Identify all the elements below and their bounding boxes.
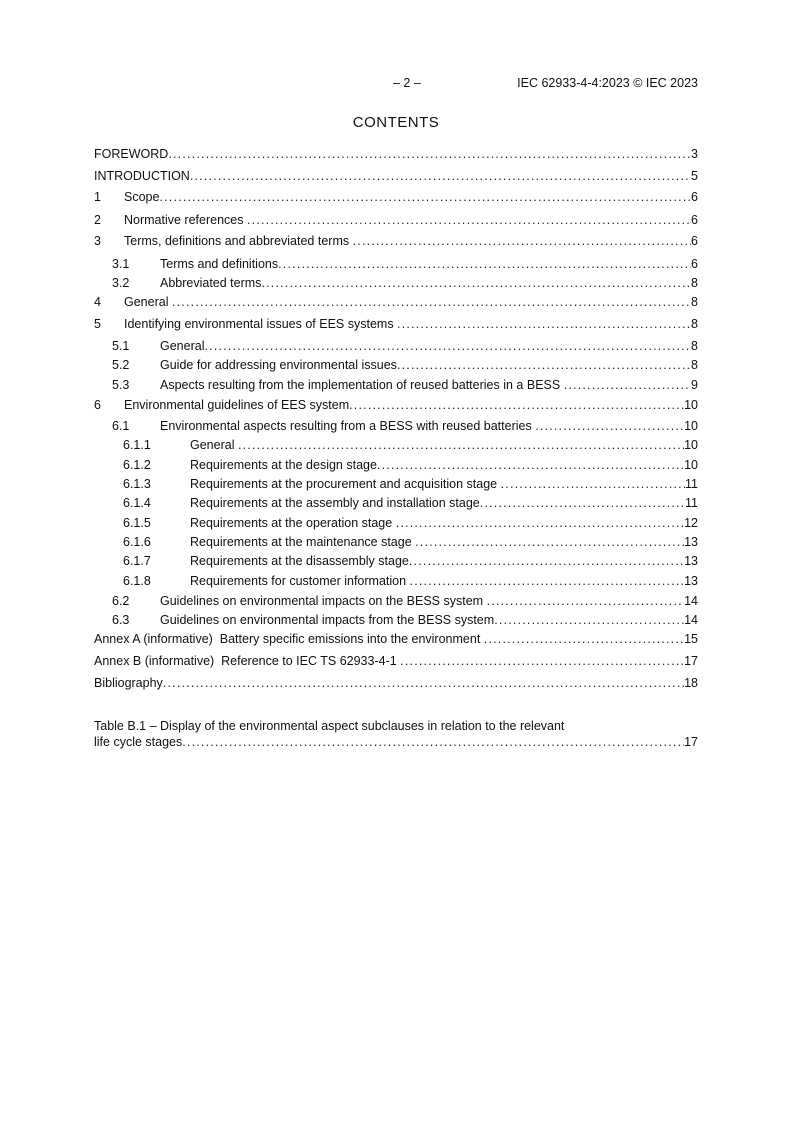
table-entry-text: life cycle stages [94, 735, 183, 749]
toc-entry-page: 8 [691, 276, 698, 290]
toc-entry-page: 10 [684, 419, 698, 433]
toc-entry-title: Requirements at the operation stage [190, 516, 396, 530]
toc-entry-title: Aspects resulting from the implementation of reused batteries in a BESS [160, 378, 564, 392]
toc-entry[interactable] [94, 515, 698, 531]
toc-entry-page: 6 [691, 234, 698, 248]
toc-entry-page: 10 [684, 398, 698, 412]
toc-entry-title: Requirements for customer information [190, 574, 410, 588]
leader-dots [400, 653, 684, 669]
table-entry-page: 17 [684, 735, 698, 749]
toc-entry-page: 8 [691, 358, 698, 372]
leader-dots [261, 275, 691, 291]
leader-dots [397, 357, 691, 373]
toc-entry-number: 1 [94, 190, 101, 204]
toc-entry-page: 6 [691, 213, 698, 227]
toc-entry[interactable] [94, 631, 698, 647]
toc-entry-title: Requirements at the maintenance stage [190, 535, 416, 549]
toc-entry-page: 12 [684, 516, 698, 530]
toc-entry[interactable] [94, 495, 698, 511]
toc-entry-title: Environmental aspects resulting from a BESS with reused batteries [160, 419, 536, 433]
toc-entry-page: 3 [691, 147, 698, 161]
toc-entry-title: INTRODUCTION [94, 169, 190, 183]
toc-entry-title: Guidelines on environmental impacts on the BESS system [160, 594, 487, 608]
toc-entry-title: Bibliography [94, 676, 163, 690]
toc-entry-number: 5.2 [112, 358, 130, 372]
toc-entry-number: 3.1 [112, 257, 130, 271]
toc-entry[interactable] [94, 573, 698, 589]
toc-entry[interactable] [94, 168, 698, 184]
page-number: – 2 – [393, 76, 421, 90]
toc-entry-number: 6.1.6 [123, 535, 151, 549]
toc-entry-number: 6.1.4 [123, 496, 151, 510]
toc-entry-title: Requirements at the disassembly stage [190, 554, 409, 568]
leader-dots [494, 612, 684, 628]
toc-entry-title: Identifying environmental issues of EES systems [124, 317, 398, 331]
toc-entry-page: 14 [684, 594, 698, 608]
toc-entry-title: Scope [124, 190, 160, 204]
toc-entry-title: Normative references [124, 213, 247, 227]
toc-entry-number: 2 [94, 213, 101, 227]
toc-entry-page: 14 [684, 613, 698, 627]
toc-entry[interactable] [94, 338, 698, 354]
toc-entry[interactable] [94, 418, 698, 434]
toc-entry-number: 3.2 [112, 276, 130, 290]
toc-entry-title: General [124, 295, 172, 309]
leader-dots [410, 573, 685, 589]
toc-entry-page: 18 [684, 676, 698, 690]
toc-entry-page: 9 [691, 378, 698, 392]
toc-entry[interactable] [94, 233, 698, 249]
toc-entry-page: 8 [691, 295, 698, 309]
toc-entry[interactable] [94, 397, 698, 413]
page-header [94, 76, 698, 92]
toc-entry-number: 6.1.3 [123, 477, 151, 491]
toc-entry-title: Terms and definitions [160, 257, 279, 271]
toc-entry[interactable] [94, 653, 698, 669]
toc-entry-title: Terms, definitions and abbreviated terms [124, 234, 353, 248]
toc-entry[interactable] [94, 457, 698, 473]
leader-dots [349, 397, 684, 413]
toc-entry[interactable] [94, 146, 698, 162]
table-entry-caption-line1: Table B.1 – Display of the environmental aspect subclauses in relation to the relevant [94, 719, 565, 733]
toc-entry-page: 6 [691, 257, 698, 271]
table-entry[interactable] [94, 734, 698, 750]
toc-entry[interactable] [94, 256, 698, 272]
standard-reference: IEC 62933-4-4:2023 © IEC 2023 [517, 76, 698, 90]
leader-dots [204, 338, 691, 354]
contents-title: CONTENTS [352, 114, 440, 131]
leader-dots [278, 256, 691, 272]
toc-entry[interactable] [94, 377, 698, 393]
toc-entry[interactable] [94, 593, 698, 609]
toc-entry-page: 13 [684, 554, 698, 568]
leader-dots [190, 168, 691, 184]
toc-entry[interactable] [94, 189, 698, 205]
leader-dots [409, 553, 684, 569]
leader-dots [501, 476, 685, 492]
toc-entry[interactable] [94, 357, 698, 373]
toc-entry-title: Requirements at the assembly and installation stage [190, 496, 480, 510]
toc-entry-number: 6.2 [112, 594, 130, 608]
toc-entry-page: 15 [684, 632, 698, 646]
toc-entry-title: General [190, 438, 238, 452]
leader-dots [159, 189, 691, 205]
toc-entry-title: Requirements at the design stage [190, 458, 377, 472]
toc-entry-page: 8 [691, 317, 698, 331]
leader-dots [480, 495, 685, 511]
toc-entry-number: 6.3 [112, 613, 130, 627]
toc-entry-page: 11 [685, 477, 698, 491]
toc-entry-page: 17 [684, 654, 698, 668]
toc-entry-number: 6.1.7 [123, 554, 151, 568]
leader-dots [415, 534, 684, 550]
toc-entry[interactable] [94, 534, 698, 550]
toc-entry-title: Guide for addressing environmental issues [160, 358, 397, 372]
toc-entry-page: 10 [684, 438, 698, 452]
leader-dots [377, 457, 684, 473]
toc-entry[interactable] [94, 476, 698, 492]
toc-entry-title: Annex B (informative) Reference to IEC TS 62933-4-1 [94, 654, 401, 668]
leader-dots [396, 515, 684, 531]
toc-entry-title: Annex A (informative) Battery specific emissions into the environment [94, 632, 484, 646]
toc-entry-number: 6.1.2 [123, 458, 151, 472]
toc-entry-number: 4 [94, 295, 101, 309]
toc-entry[interactable] [94, 675, 698, 691]
toc-entry-number: 5 [94, 317, 101, 331]
toc-entry-number: 6.1 [112, 419, 130, 433]
toc-entry[interactable] [94, 612, 698, 628]
leader-dots [238, 437, 684, 453]
toc-entry[interactable] [94, 294, 698, 310]
toc-entry[interactable] [94, 437, 698, 453]
toc-entry-page: 5 [691, 169, 698, 183]
toc-entry[interactable] [94, 275, 698, 291]
leader-dots [172, 294, 691, 310]
toc-entry-page: 8 [691, 339, 698, 353]
leader-dots [168, 146, 691, 162]
leader-dots [487, 593, 685, 609]
toc-entry-title: Abbreviated terms [160, 276, 262, 290]
toc-entry-number: 5.3 [112, 378, 130, 392]
leader-dots [353, 233, 691, 249]
toc-entry-page: 11 [685, 496, 698, 510]
leader-dots [163, 675, 684, 691]
leader-dots [247, 212, 691, 228]
toc-entry-number: 5.1 [112, 339, 130, 353]
toc-entry-page: 6 [691, 190, 698, 204]
leader-dots [564, 377, 691, 393]
toc-entry-title: Environmental guidelines of EES system [124, 398, 350, 412]
toc-entry-page: 13 [684, 535, 698, 549]
toc-entry-number: 6.1.5 [123, 516, 151, 530]
toc-entry[interactable] [94, 316, 698, 332]
toc-entry-page: 13 [684, 574, 698, 588]
toc-entry-title: Requirements at the procurement and acquisition stage [190, 477, 501, 491]
leader-dots [484, 631, 684, 647]
toc-entry-title: Guidelines on environmental impacts from the BESS system [160, 613, 495, 627]
leader-dots [182, 734, 684, 750]
toc-entry-number: 6.1.8 [123, 574, 151, 588]
toc-entry-title: General [160, 339, 205, 353]
toc-entry[interactable] [94, 212, 698, 228]
toc-entry-page: 10 [684, 458, 698, 472]
toc-entry-title: FOREWORD [94, 147, 169, 161]
toc-entry-number: 3 [94, 234, 101, 248]
leader-dots [535, 418, 684, 434]
toc-entry[interactable] [94, 553, 698, 569]
toc-entry-number: 6 [94, 398, 101, 412]
toc-entry-number: 6.1.1 [123, 438, 151, 452]
leader-dots [397, 316, 691, 332]
